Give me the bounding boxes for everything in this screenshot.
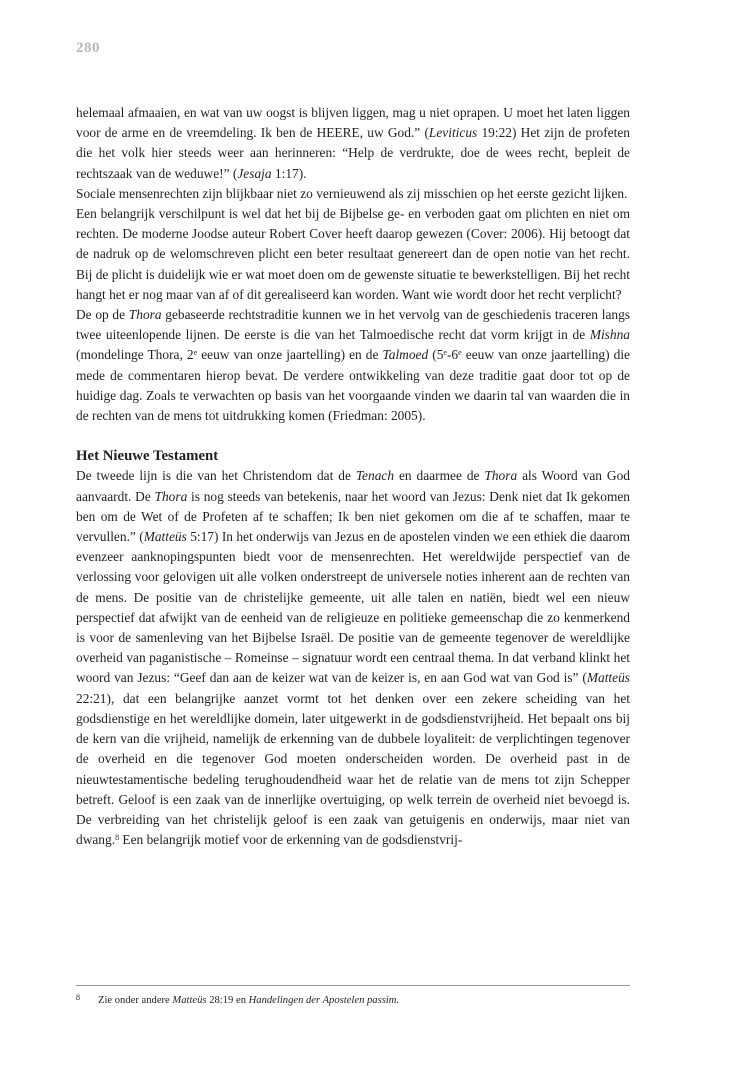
- section-heading: Het Nieuwe Testament: [76, 448, 219, 465]
- footnote-number: 8: [76, 993, 80, 1002]
- paragraph: Sociale mensenrechten zijn blijkbaar niet zo vernieuwend als zij misschien op het eerste gezicht lijken.: [76, 185, 628, 201]
- page-number: 280: [76, 40, 100, 56]
- paragraph: helemaal afmaaien, en wat van uw oogst is blijven liggen, mag u niet oprapen. U moet het laten liggen voor de arme en de vreemdeling. Ik ben de HEERE, uw God.” (Leviticus 19:22) Het zijn de profeten die het volk hier steeds weer aan herinneren: “Help de verdrukte, doe de wees recht, bepleit de rechtszaak van de weduwe!” (Jesaja 1:17).: [76, 105, 630, 181]
- paragraph: De tweede lijn is die van het Christendom dat de Tenach en daarmee de Thora als Woord van God aanvaardt. De Thora is nog steeds van betekenis, naar het woord van Jezus: Denk niet dat Ik gekomen ben om de Wet of de Profeten af te schaffen; Ik ben niet gekomen om die af te schaffen, maar te vervullen.” (Matteüs 5:17) In het onderwijs van Jezus en de apostelen vinden we een ethiek die daarom evenzeer aanknopingspunten biedt voor de mensenrechten. Het wereldwijde perspectief van de verlossing voor gelovigen uit alle volken onderstreept de universele noties inherent aan de rechten van de mens. De positie van de christelijke gemeente, uit alle talen en natiën, biedt wel een nieuw perspectief dat afwijkt van de eenheid van de religieuze en politieke gemeenschap die zo kenmerkend is voor de samenleving van het Bijbelse Israël. De positie van de gemeente tegenover de wereldlijke overheid van paganistische – Romeinse – signatuur wordt een centraal thema. In dat verband klinkt het woord van Jezus: “Geef dan aan de keizer wat van de keizer is, en aan God wat van God is” (Matteüs 22:21), dat een belangrijke aanzet vormt tot het denken over een zekere scheiding van het godsdienstige en het wereldlijke domein, later uitgewerkt in de godsdienstvrijheid. Het bepaalt ons bij de kern van die vrijheid, namelijk de erkenning van de dubbele loyaliteit: de verplichtingen tegenover de overheid en die tegenover God moeten onderscheiden worden. De overheid past in de nieuwtestamentische bedeling terughoudendheid waar het de relatie van de mens tot zijn Schepper betreft. Geloof is een zaak van de innerlijke overtuiging, op welk terrein de overheid niet bevoegd is. De verbreiding van het christelijk geloof is een zaak van getuigenis en onderwijs, maar niet van dwang.$^8$ Een belangrijk motief voor de erkenning van de godsdienstvrij-: [76, 468, 631, 848]
- footnote-ref[interactable]: 8: [115, 833, 120, 843]
- body-text: [76, 103, 630, 850]
- paragraph: De op de Thora gebaseerde rechtstraditie kunnen we in het vervolg van de geschiedenis traceren langs twee uiteenlopende lijnen. De eerste is die van het Talmoedische recht dat vorm krijgt in de Mishna (mondelinge Thora, 2e eeuw van onze jaartelling) en de Talmoed (5e-6e eeuw van onze jaartelling) die mede de commentaren hierop bevat. De verdere ontwikkeling van deze traditie gaat door tot op de huidige dag. Zoals te verwachten op basis van het voorgaande vinden we daarin tal van waarden die in de rechten van de mens tot uitdrukking komen (Friedman: 2005).: [76, 307, 630, 424]
- footnote-divider: [76, 985, 630, 986]
- paragraph: Een belangrijk verschilpunt is wel dat het bij de Bijbelse ge- en verboden gaat om plichten en niet om rechten. De moderne Joodse auteur Robert Cover heeft daarop gewezen (Cover: 2006). Hij betoogt dat de nadruk op de welomschreven plicht een beter resultaat genereert dan de open notie van het recht. Bij de plicht is duidelijk wie er wat moet doen om de gewenste situatie te bewerkstelligen. Bij het recht hangt het er nog maar van af of dit gerealiseerd kan worden. Want wie wordt door het recht verplicht?: [76, 206, 630, 302]
- footnote: 8 Zie onder andere Matteüs 28:19 en Handelingen der Apostelen passim.: [76, 993, 400, 1006]
